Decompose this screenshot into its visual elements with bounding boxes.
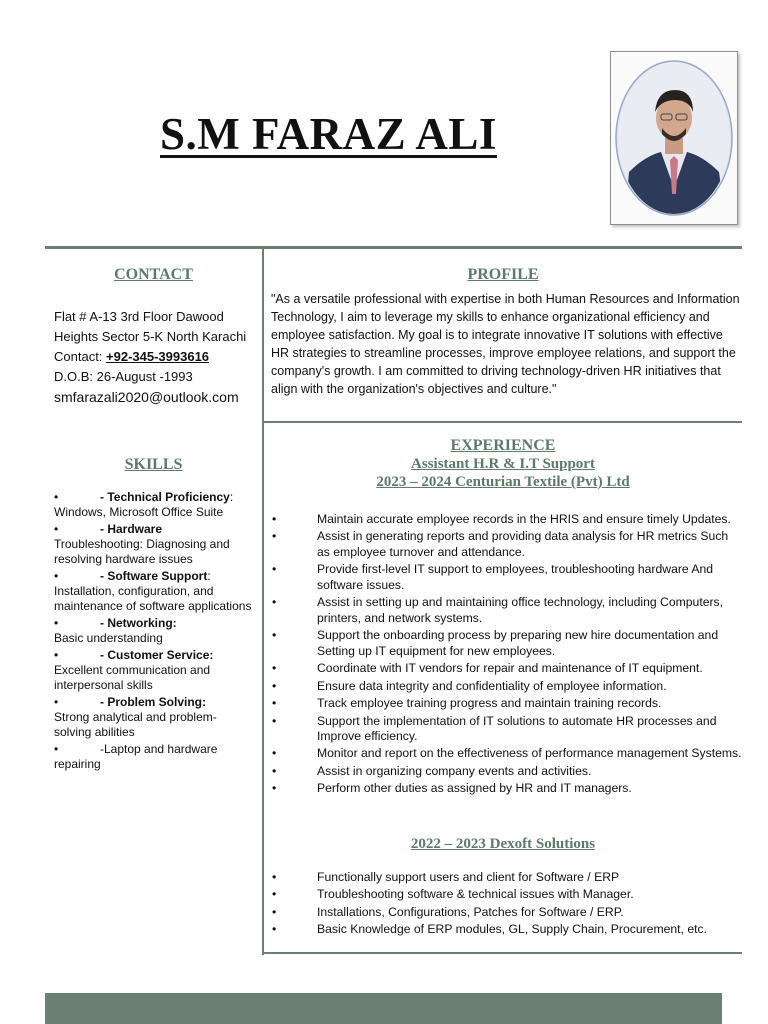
footer-bar — [45, 993, 722, 1024]
bullet-icon: • — [54, 569, 59, 583]
profile-heading: PROFILE — [467, 266, 539, 283]
skill-item — [54, 490, 254, 520]
bullet-icon: • — [272, 713, 277, 728]
skill-description: Strong analytical and problem-solving abilities — [54, 710, 217, 739]
header-divider — [45, 246, 742, 249]
bullet-icon: • — [272, 696, 277, 711]
duty-item — [272, 562, 742, 593]
job1-duties — [272, 512, 742, 799]
duty-item — [272, 870, 742, 886]
duty-text: Monitor and report on the effectiveness of performance management Systems. — [317, 746, 742, 761]
photo-frame — [610, 51, 738, 225]
skill-title: - Customer Service: — [100, 648, 214, 662]
bullet-icon: • — [272, 763, 277, 778]
skill-title: - Software Support — [100, 569, 208, 583]
duty-text: Perform other duties as assigned by HR and IT managers. — [317, 781, 632, 796]
bullet-icon: • — [272, 904, 277, 919]
profile-divider — [264, 421, 742, 423]
duty-text: Provide first-level IT support to employees, troubleshooting hardware And software issues. — [317, 562, 714, 592]
bullet-icon: • — [272, 562, 277, 577]
duty-item — [272, 714, 742, 745]
duty-text: Assist in generating reports and providing data analysis for HR metrics Such as employee turnover and attendance. — [317, 529, 729, 559]
skill-title: - Problem Solving: — [100, 695, 207, 709]
duty-item — [272, 512, 742, 528]
duty-item — [272, 922, 742, 938]
skill-title: - Technical Proficiency — [100, 490, 230, 504]
duty-text: Maintain accurate employee records in the HRIS and ensure timely Updates. — [317, 512, 731, 526]
experience-bottom-divider — [264, 952, 742, 954]
duty-item — [272, 746, 742, 762]
skill-title: - Networking: — [100, 616, 177, 630]
bullet-icon: • — [54, 648, 59, 662]
bullet-icon: • — [272, 529, 277, 544]
job2-duties — [272, 870, 742, 940]
duty-text: Installations, Configurations, Patches for Software / ERP. — [317, 904, 624, 919]
duty-item — [272, 529, 742, 560]
skill-item — [54, 616, 254, 646]
duty-item — [272, 595, 742, 626]
bullet-icon: • — [54, 695, 59, 709]
skills-list — [54, 490, 254, 774]
bullet-icon: • — [272, 781, 277, 796]
skill-description: Troubleshooting: Diagnosing and resolving hardware issues — [54, 537, 230, 566]
duty-item — [272, 661, 742, 677]
skill-description: -Laptop and hardware repairing — [54, 742, 218, 771]
job1-title: Assistant H.R & I.T Support — [411, 456, 595, 472]
skill-separator: : — [207, 569, 211, 583]
duty-text: Basic Knowledge of ERP modules, GL, Supply Chain, Procurement, etc. — [317, 922, 707, 937]
skill-item — [54, 569, 254, 614]
duty-item — [272, 696, 742, 712]
bullet-icon: • — [54, 742, 59, 756]
candidate-name: S.M FARAZ ALI — [160, 109, 497, 159]
duty-text: Ensure data integrity and confidentiality of employee information. — [317, 678, 667, 693]
address-line-1: Flat # A-13 3rd Floor Dawood — [54, 309, 224, 324]
skill-description: Excellent communication and interpersonal skills — [54, 663, 211, 692]
contact-heading: CONTACT — [114, 266, 193, 283]
duty-item — [272, 764, 742, 780]
phone-row — [54, 347, 254, 367]
bullet-icon: • — [54, 522, 59, 536]
contact-section — [54, 307, 254, 407]
duty-text: Track employee training progress and maintain training records. — [317, 696, 662, 711]
skills-heading: SKILLS — [124, 456, 183, 473]
skill-title: - Hardware — [100, 522, 163, 536]
duty-item — [272, 679, 742, 695]
portrait-photo — [615, 60, 733, 216]
duty-text: Troubleshooting software & technical issues with Manager. — [317, 887, 634, 902]
duty-text: Assist in setting up and maintaining office technology, including Computers, printers, and network systems. — [317, 595, 724, 625]
phone-label: Contact: — [54, 349, 107, 364]
job2-period: 2022 – 2023 Dexoft Solutions — [410, 836, 596, 852]
duty-text: Coordinate with IT vendors for repair and maintenance of IT equipment. — [317, 661, 703, 676]
profile-summary: "As a versatile professional with expertise in both Human Resources and Information Technology, I aim to leverage my skills to enhance organizational efficiency and employee satisfaction. My goal is to integrate innovative IT solutions with effective HR strategies to streamline processes, improve employee relations, and support the company's growth. I am committed to driving technology-driven HR initiatives that align with the organization's objectives and culture." — [271, 292, 740, 396]
bullet-icon: • — [272, 887, 277, 902]
duty-text: Assist in organizing company events and activities. — [317, 763, 592, 778]
skill-description: Windows, Microsoft Office Suite — [54, 505, 224, 519]
address-line-2: Heights Sector 5-K North Karachi — [54, 329, 247, 344]
duty-text: Support the onboarding process by preparing new hire documentation and Setting up IT equipment for new employees. — [317, 628, 719, 658]
duty-item — [272, 887, 742, 903]
bullet-icon: • — [272, 661, 277, 676]
bullet-icon: • — [272, 595, 277, 610]
skill-description: Basic understanding — [54, 631, 163, 645]
job1-period: 2023 – 2024 Centurian Textile (Pvt) Ltd — [376, 474, 630, 490]
bullet-icon: • — [54, 616, 59, 630]
duty-text: Functionally support users and client for Software / ERP — [317, 870, 620, 884]
bullet-icon: • — [272, 628, 277, 643]
skill-description: Installation, configuration, and maintenance of software applications — [54, 584, 252, 613]
email-address: smfarazali2020@outlook.com — [54, 389, 239, 405]
experience-heading: EXPERIENCE — [450, 437, 556, 454]
skill-separator: : — [229, 490, 234, 504]
duty-text: Support the implementation of IT solutions to automate HR processes and Improve efficiency. — [317, 713, 717, 744]
phone-number: +92-345-3993616 — [106, 349, 210, 364]
bullet-icon: • — [272, 678, 277, 693]
bullet-icon: • — [272, 746, 277, 761]
skill-item — [54, 742, 254, 772]
date-of-birth: D.O.B: 26-August -1993 — [54, 369, 193, 384]
duty-item — [272, 781, 742, 797]
bullet-icon: • — [272, 512, 277, 526]
skill-item — [54, 695, 254, 740]
duty-item — [272, 628, 742, 659]
bullet-icon: • — [54, 490, 59, 504]
duty-item — [272, 905, 742, 921]
skill-item — [54, 522, 254, 567]
bullet-icon: • — [272, 870, 277, 884]
bullet-icon: • — [272, 922, 277, 937]
skill-item — [54, 648, 254, 693]
